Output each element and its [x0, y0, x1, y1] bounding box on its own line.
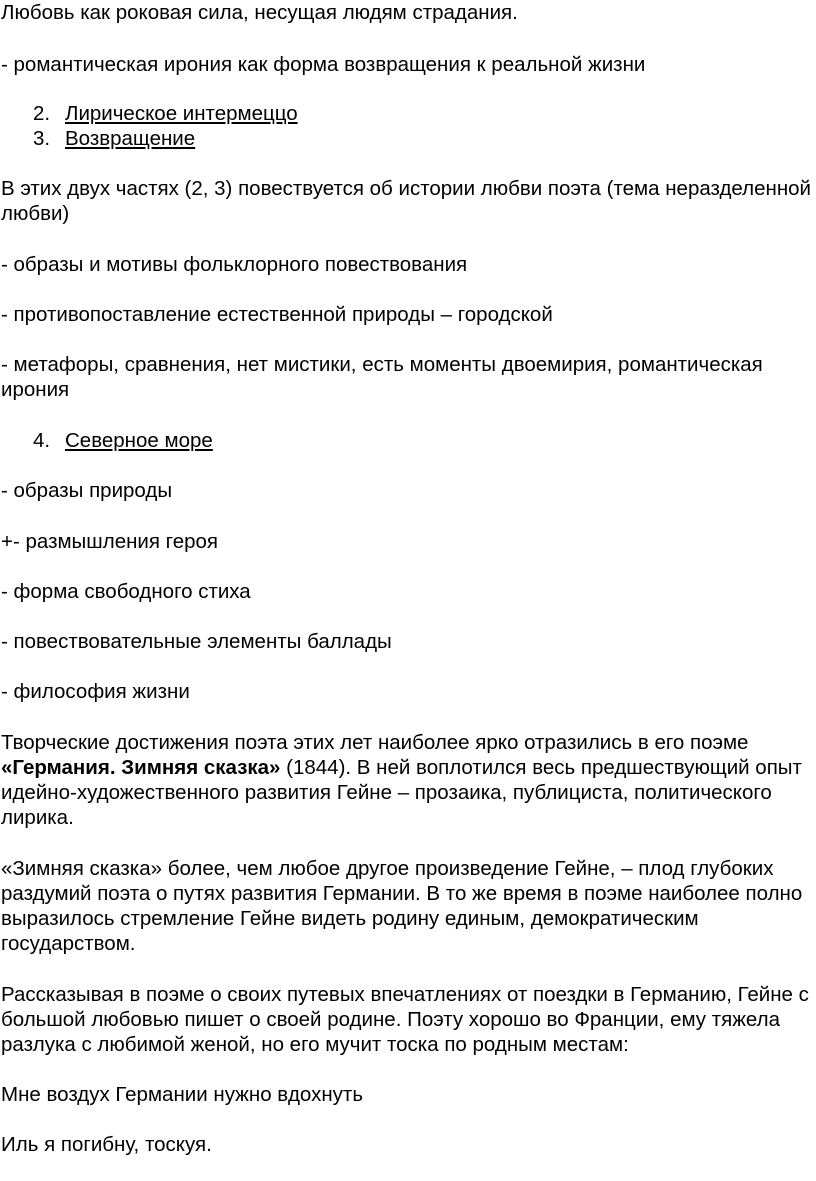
verse-line: Иль я погибну, тоскуя.	[1, 1133, 212, 1156]
text-line: - романтическая ирония как форма возвращения к реальной жизни	[1, 53, 646, 76]
text-line: Любовь как роковая сила, несущая людям страдания.	[1, 1, 518, 24]
text-line: - философия жизни	[1, 680, 190, 703]
text-line: - образы природы	[1, 479, 173, 502]
text-line: +- размышления героя	[1, 530, 219, 553]
list-item-label: Северное море	[65, 429, 213, 452]
paragraph: Рассказывая в поэме о своих путевых впечатлениях от поездки в Германию, Гейне с большой любовью пишет о своей родине. Поэту хорошо во Франции, ему тяжела разлука с любимой женой, но его мучит тоска по родным местам:	[1, 983, 809, 1056]
list-number: 3.	[33, 127, 51, 150]
list-item-label: Возвращение	[65, 127, 196, 150]
list-item	[33, 428, 213, 453]
list-number: 4.	[33, 429, 51, 452]
list-item	[33, 126, 195, 151]
text-line: - противопоставление естественной природы – городской	[1, 303, 553, 326]
list-item	[33, 101, 298, 126]
text-line: - образы и мотивы фольклорного повествования	[1, 253, 468, 276]
text-line: - повествовательные элементы баллады	[1, 630, 392, 653]
paragraph: «Зимняя сказка» более, чем любое другое произведение Гейне, – плод глубоких раздумий поэта о путях развития Германии. В то же время в поэме наиболее полно выразилось стремление Гейне видеть родину единым, демократическим государством.	[1, 857, 803, 955]
poem-title: «Германия. Зимняя сказка»	[1, 756, 281, 779]
paragraph-text: Творческие достижения поэта этих лет наиболее ярко отразились в его поэме	[1, 731, 749, 754]
verse-line: Мне воздух Германии нужно вдохнуть	[1, 1083, 363, 1106]
paragraph	[1, 730, 812, 830]
text-line: - форма свободного стиха	[1, 580, 251, 603]
list-number: 2.	[33, 102, 51, 125]
paragraph: - метафоры, сравнения, нет мистики, есть моменты двоемирия, романтическая ирония	[1, 353, 763, 401]
list-item-label: Лирическое интермеццо	[65, 102, 298, 125]
paragraph-text: (1844). В ней воплотился весь предшествующий опыт идейно-художественного развития Гейне – прозаика, публициста, политического лирика.	[1, 756, 802, 829]
paragraph: В этих двух частях (2, 3) повествуется об истории любви поэта (тема неразделенной любви)	[1, 177, 812, 225]
